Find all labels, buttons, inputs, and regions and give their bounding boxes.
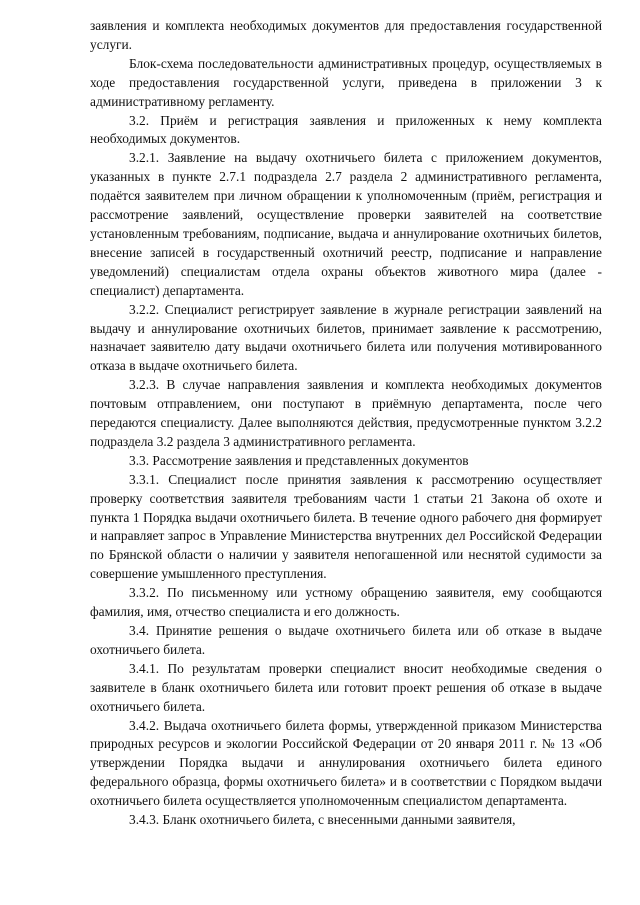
paragraph: 3.2.2. Специалист регистрирует заявление в журнале регистрации заявлений на выдачу и аннулирование охотничьих билетов, принимает заявление к рассмотрению, назначает заявителю дату выдачи охотничьего билета или получения мотивированного отказа в выдаче охотничьего билета. [90, 301, 602, 374]
section-heading: 3.3. Рассмотрение заявления и представленных документов [129, 452, 469, 468]
document-page [90, 17, 602, 830]
paragraph: Блок-схема последовательности административных процедур, осуществляемых в ходе предоставления государственной услуги, приведена в приложении 3 к административному регламенту. [90, 55, 602, 109]
section-heading: 3.2. Приём и регистрация заявления и приложенных к нему комплекта необходимых документов. [90, 112, 602, 147]
paragraph: 3.4.2. Выдача охотничьего билета формы, утвержденной приказом Министерства природных ресурсов и экологии Российской Федерации от 20 января 2011 г. № 13 «Об утверждении Порядка выдачи и аннулирования охотничьего билета единого федерального образца, формы охотничьего билета» и в соответствии с Порядком выдачи охотничьего билета осуществляется уполномоченным специалистом департамента. [90, 717, 602, 809]
paragraph: 3.2.1. Заявление на выдачу охотничьего билета с приложением документов, указанных в пункте 2.7.1 подраздела 2.7 раздела 2 административного регламента, подаётся заявителем при личном обращении к уполномоченным (приём, регистрация и рассмотрение заявлений, осуществление проверки заявителей на соответствие установленным требованиям, подписание, выдача и аннулирование охотничьих билетов, внесение записей в государственный охотничий реестр, подписание и направление уведомлений) специалистам отдела охраны объектов животного мира (далее - специалист) департамента. [90, 150, 602, 298]
paragraph: 3.3.2. По письменному или устному обращению заявителя, ему сообщаются фамилия, имя, отчество специалиста и его должность. [90, 585, 602, 620]
section-heading: 3.4. Принятие решения о выдаче охотничьего билета или об отказе в выдаче охотничьего билета. [90, 623, 602, 657]
paragraph: заявления и комплекта необходимых документов для предоставления государственной услуги. [90, 18, 602, 52]
paragraph: 3.4.3. Бланк охотничьего билета, с внесенными данными заявителя, [129, 812, 516, 828]
paragraph: 3.4.1. По результатам проверки специалист вносит необходимые сведения о заявителе в бланк охотничьего билета или готовит проект решения об отказе в выдаче охотничьего билета. [90, 660, 602, 714]
paragraph: 3.3.1. Специалист после принятия заявления к рассмотрению осуществляет проверку соответствия заявителя требованиям части 1 статьи 21 Закона об охоте и пункта 1 Порядка выдачи охотничьего билета. В течение одного рабочего дня формирует и направляет запрос в Управление Министерства внутренних дел Российской Федерации по Брянской области о наличии у заявителя непогашенной или неснятой судимости за совершение умышленного преступления. [90, 471, 602, 582]
paragraph: 3.2.3. В случае направления заявления и комплекта необходимых документов почтовым отправлением, они поступают в приёмную департамента, после чего передаются специалисту. Далее выполняются действия, предусмотренные пунктом 3.2.2 подраздела 3.2 раздела 3 административного регламента. [90, 377, 602, 449]
